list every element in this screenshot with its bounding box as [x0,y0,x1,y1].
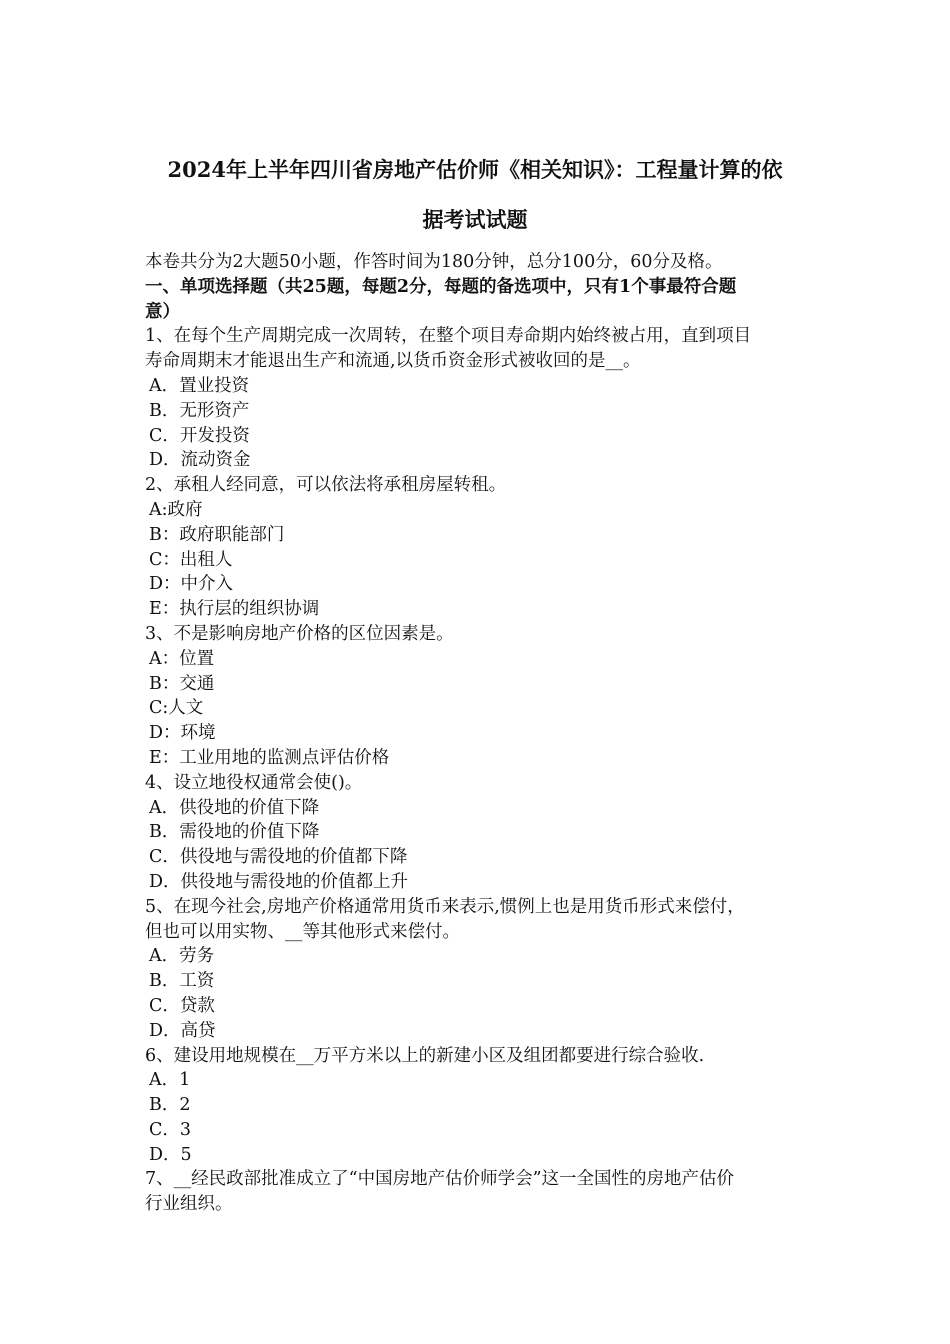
answer-option-d: D．5 [149,1144,192,1165]
question-5 [145,895,815,1044]
answer-option-c: C．3 [149,1119,192,1140]
answer-option-a: A．供役地的价值下降 [149,797,320,818]
answer-option-a: A:政府 [149,499,203,520]
answer-option-b: B．需役地的价值下降 [149,822,320,843]
question-7 [145,1167,815,1217]
answer-option-c: C:人文 [149,698,204,719]
answer-option-a: A．1 [149,1070,191,1091]
section-heading-line-2: 意） [145,301,180,322]
question-text: 3、不是影响房地产价格的区位因素是。 [145,623,454,644]
answer-option-c: C．供役地与需役地的价值都下降 [149,847,408,868]
answer-option-b: B：政府职能部门 [149,524,285,545]
answer-option-d: D：中介入 [149,574,234,595]
answer-option-b: B．无形资产 [149,400,250,421]
document-title-line-2: 据考试试题 [422,207,528,232]
answer-option-a: A．置业投资 [149,375,250,396]
question-text: 7、__经民政部批准成立了“中国房地产估价师学会”这一全国性的房地产估价 [145,1169,735,1190]
question-1 [145,324,815,473]
answer-option-d: D．流动资金 [149,450,251,471]
answer-option-b: B：交通 [149,673,215,694]
section-heading-line-1: 一、单项选择题（共25题，每题2分，每题的备选项中，只有1个事最符合题 [145,276,737,297]
answer-option-a: A：位置 [149,648,215,669]
document-body [145,250,815,1217]
answer-option-b: B．2 [149,1095,191,1116]
question-text: 5、在现今社会,房地产价格通常用货币来表示,惯例上也是用货币形式来偿付， [145,896,745,917]
answer-option-e: E：执行层的组织协调 [149,599,320,620]
answer-option-e: E：工业用地的监测点评估价格 [149,747,390,768]
question-text: 4、设立地役权通常会使()。 [145,772,363,793]
question-text: 6、建设用地规模在__万平方米以上的新建小区及组团都要进行综合验收. [145,1045,705,1066]
document-title-line-1: 2024年上半年四川省房地产估价师《相关知识》：工程量计算的依 [167,157,783,182]
question-6 [145,1044,815,1168]
question-text: 但也可以用实物、__等其他形式来偿付。 [145,921,460,942]
answer-option-b: B．工资 [149,971,215,992]
answer-option-d: D．供役地与需役地的价值都上升 [149,871,409,892]
answer-option-a: A．劳务 [149,946,215,967]
question-text: 寿命周期末才能退出生产和流通,以货币资金形式被收回的是__。 [145,351,641,372]
exam-intro: 本卷共分为2大题50小题，作答时间为180分钟，总分100分，60分及格。 [145,252,723,272]
answer-option-c: C：出租人 [149,549,233,570]
question-2 [145,473,815,622]
question-3 [145,622,815,771]
question-4 [145,771,815,895]
question-text: 1、在每个生产周期完成一次周转，在整个项目寿命期内始终被占用，直到项目 [145,326,752,347]
answer-option-d: D：环境 [149,723,216,744]
question-text: 2、承租人经同意，可以依法将承租房屋转租。 [145,475,507,496]
question-text: 行业组织。 [145,1194,233,1215]
answer-option-c: C．贷款 [149,995,215,1016]
answer-option-d: D．高贷 [149,1020,216,1041]
answer-option-c: C．开发投资 [149,425,250,446]
